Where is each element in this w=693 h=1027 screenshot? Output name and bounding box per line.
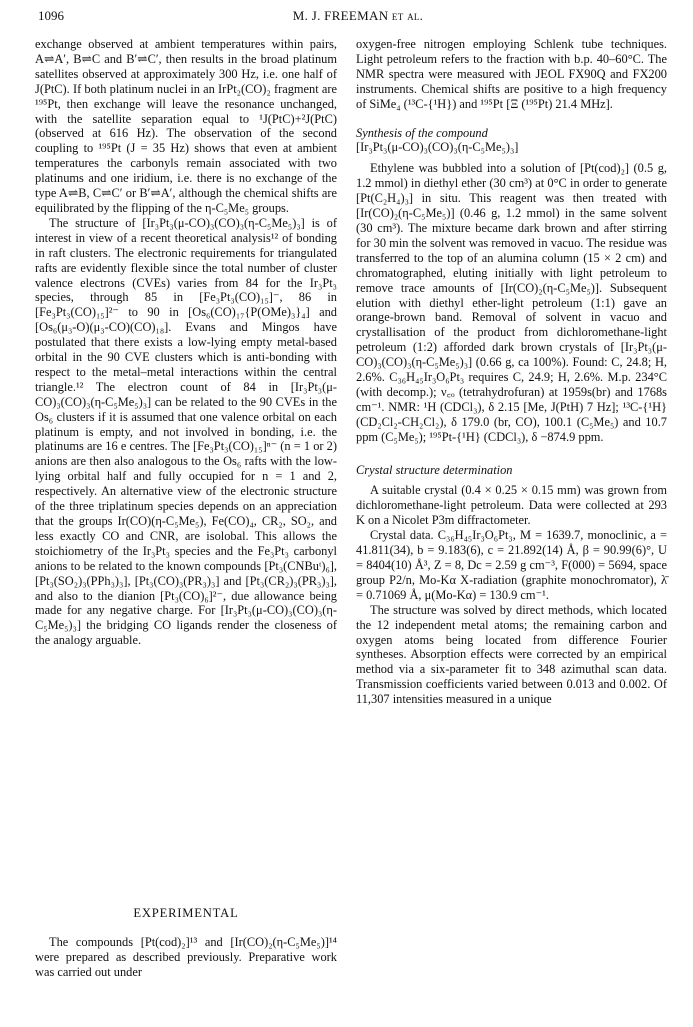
paragraph-nmr-exchange: exchange observed at ambient temperatures within pairs, A⇌A′, B⇌C and B′⇌C′, then results in the broad platinum satellites observed at approximately 300 Hz, i.e. one half of J(PtC). If both platinum nuclei in an IrPt₂(CO)₂ fragment are ¹⁹⁵Pt, then exchange will leave the resonance unchanged, with the satellite separation equal to ¹J(PtC)+²J(PtC) (observed at 616 Hz). The observation of the second coupling to ¹⁹⁵Pt (J = 35 Hz) shows that even at ambient temperatures the carbonyls remain associated with two platinums and one iridium, i.e. there is no exchange of the type A⇌B, C⇌C′ or B′⇌A′, although the chemical shifts are equilibrated by the flipping of the η-C₅Me₅ groups. [35,37,337,215]
subsection-heading-synthesis: Synthesis of the compound [356,125,488,140]
paragraph-structure-discussion: The structure of [Ir₃Pt₃(μ-CO)₃(CO)₃(η-C₅Me₅)₃] is of interest in view of a recent theoretical analysis¹² of bonding in raft clusters. The electronic requirements for triangulated rafts are evidently flexible since the total number of cluster valence electrons (CVEs) varies from 84 for the Ir₃Pt₃ species, through 85 in [Fe₃Pt₃(CO)₁₅]⁻, 86 in [Fe₃Pt₃(CO)₁₅]²⁻ to 90 in [Os₆(CO)₁₇{P(OMe)₃}₄] and [Os₆(μ₃-O)(μ₃-CO)(CO)₁₈]. Evans and Mingos have postulated that there exists a low-lying empty metal-based orbital in the 90 CVE clusters which is anti-bonding with respect to the metal–metal interactions within the central triangle.¹² The electron count of 84 in [Ir₃Pt₃(μ-CO)₃(CO)₃(η-C₅Me₅)₃] can be related to the 90 CVEs in the Os₆ clusters if it is assumed that one valence orbital on each platinum is empty, and not involved in bonding, i.e. the platinums are 16 e centres. The [Fe₃Pt₃(CO)₁₅]ⁿ⁻ (n = 1 or 2) anions are then also analogous to the Os₆ rafts with the low-lying orbital half and fully occupied for n = 1 and 2, respectively. An alternative view of the electronic structure of the three triplatinum species depends on an appreciation that the groups Ir(CO)(η-C₅Me₅), Fe(CO)₄, CR₂, SO₂, and less exactly CO and CNR, are isolobal. This allows the stoichiometry of the Ir₃Pt₃ species and the Fe₃Pt₃ carbonyl anions to be related to the known compounds [Pt₃(CNBuᵗ)₆], [Pt₃(SO₂)₃(PPh₃)₃], [Pt₃(CO)₃(PR₃)₃] and [Pt₃(CR₂)₃(PR₃)₃], and also to the dianion [Pt₃(CO)₆]²⁻, due allowance being made for any negative charge. For [Ir₃Pt₃(μ-CO)₃(CO)₃(η-C₅Me₅)₃] the bridging CO ligands render the closeness of the analogy arguable. [35,215,337,648]
right-column [356,37,667,707]
section-heading-experimental: EXPERIMENTAL [133,906,239,921]
subsection-heading-crystal: Crystal structure determination [356,462,513,477]
paragraph-experimental-intro: The compounds [Pt(cod)₂]¹³ and [Ir(CO)₂(η-C₅Me₅)]¹⁴ were prepared as described previously. Preparative work was carried out under [35,935,337,979]
left-column [35,37,337,980]
page-header [38,8,678,28]
paragraph-techniques: oxygen-free nitrogen employing Schlenk tube techniques. Light petroleum refers to the fraction with b.p. 40–60°C. The NMR spectra were measured with JEOL FX90Q and FX200 instruments. Chemical shifts are positive to a high frequency of SiMe₄ (¹³C-{¹H}) and ¹⁹⁵Pt [Ξ (¹⁹⁵Pt) 21.4 MHz]. [356,37,667,111]
subsection-heading-compound: [Ir₃Pt₃(μ-CO)₃(CO)₃(η-C₅Me₅)₃] [356,140,519,155]
paragraph-crystal-data: Crystal data. C₃₆H₄₅Ir₃O₆Pt₃, M = 1639.7, monoclinic, a = 41.811(34), b = 9.183(6), c = 21.892(14) Å, β = 90.99(6)°, U = 8404(10) Å³, Z = 8, Dc = 2.59 g cm⁻³, F(000) = 5694, space group P2/n, Mo-Kα X-radiation (graphite monochromator), λ̄ = 0.71069 Å, μ(Mo-Kα) = 130.9 cm⁻¹. [356,528,667,602]
paragraph-synthesis: Ethylene was bubbled into a solution of [Pt(cod)₂] (0.5 g, 1.2 mmol) in diethyl ether (30 cm³) at 0°C in order to generate [Pt(C₂H₄)₃] in situ. This reagent was then treated with [Ir(CO)₂(η-C₅Me₅)] (0.46 g, 1.2 mmol) in the same solvent (30 cm³). The mixture became dark brown and after stirring for 30 min the solvent was removed in vacuo. The residue was transferred to the top of an alumina column (15 × 2 cm) and chromatographed, eluting initially with light petroleum to remove trace amounts of [Ir(CO)₂(η-C₅Me₅)]. Subsequent elution with diethyl ether-light petroleum (1:1) gave an orange-brown band. Removal of solvent in vacuo and crystallisation of the product from dichloromethane-light petroleum (1:2) afforded dark brown crystals of [Ir₃Pt₃(μ-CO)₃(CO)₃(η-C₅Me₅)₃] (0.66 g, ca 100%). Found: C, 24.8; H, 2.6%. C₃₆H₄₅Ir₃O₆Pt₃ requires C, 24.9; H, 2.6%. M.p. 234°C (with decomp.); ν꜀ₒ (tetrahydrofuran) at 1959s(br) and 1768s cm⁻¹. NMR: ¹H (CDCl₃), δ 2.15 [Me, J(PtH) 7 Hz]; ¹³C-{¹H} (CD₂Cl₂-CH₂Cl₂), δ 179.0 (br, CO), 100.1 (C₅Me₅) and 10.7 ppm (C₅Me₅); ¹⁹⁵Pt-{¹H} (CDCl₃), δ −874.9 ppm. [356,161,667,444]
paragraph-crystal-growth: A suitable crystal (0.4 × 0.25 × 0.15 mm) was grown from dichloromethane-light petroleum. Data were collected at 293 K on a Nicolet P3m diffractometer. [356,483,667,528]
running-title: M. J. FREEMAN et al. [292,8,424,23]
page-number: 1096 [38,8,64,23]
paragraph-structure-solution: The structure was solved by direct methods, which located the 12 independent metal atoms; the remaining carbon and oxygen atoms being located from difference Fourier syntheses. Absorption effects were corrected by an empirical method via a six-parameter fit to 348 azimuthal scan data. Transmission coefficients varied between 0.013 and 0.002. Of 11,307 intensities measured in a unique [356,602,667,707]
